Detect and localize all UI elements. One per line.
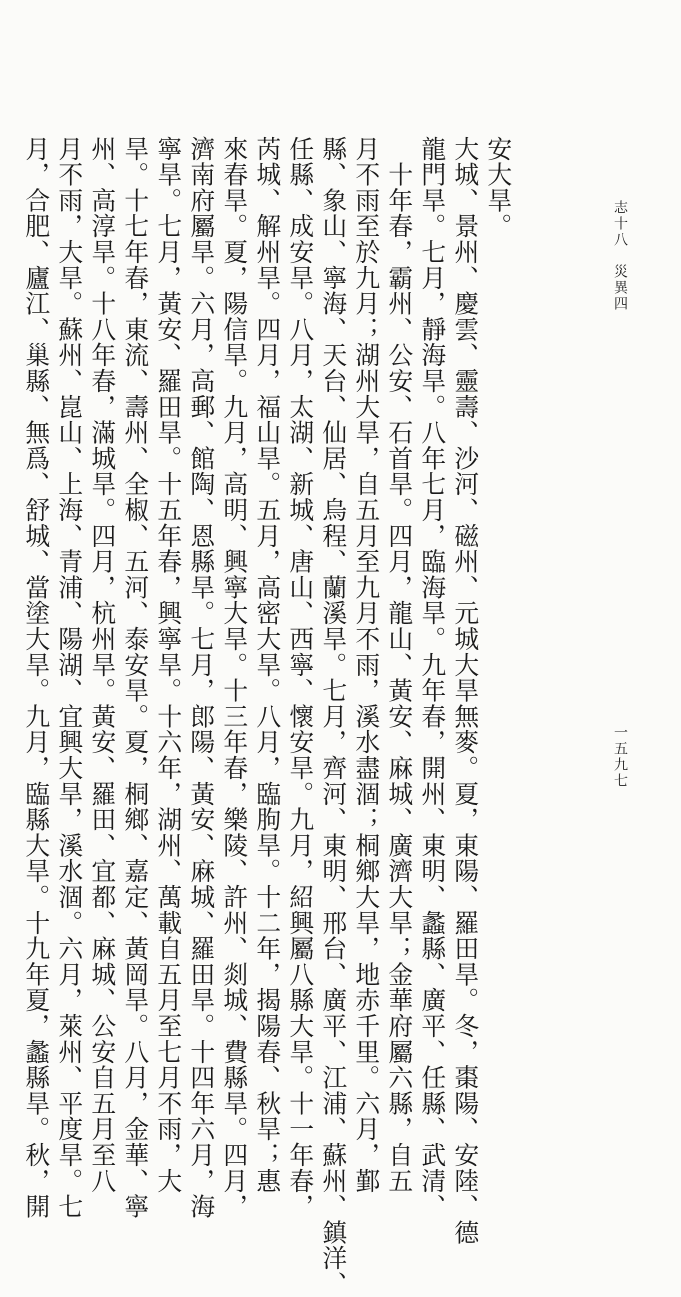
text-column-2: 大城、景州、慶雲、靈壽、沙河、磁州、元城大旱無麥。夏，東陽、羅田旱。冬，棗陽、安陸、德 bbox=[450, 136, 480, 1246]
text-column-8: 芮城、解州旱。四月，福山旱。五月，高密大旱。八月，臨朐旱。十二年，揭陽春、秋旱；惠 bbox=[252, 136, 282, 1194]
text-column-12: 旱。十七年春，東流、壽州、全椒、五河、泰安旱。夏，桐鄉、嘉定、黃岡旱。八月，金華、寧 bbox=[120, 136, 150, 1220]
text-column-6: 縣、象山、寧海、天台、仙居、烏程、蘭溪旱。七月，齊河、東明、邢台、廣平、江浦、蘇州、鎮洋、 bbox=[318, 136, 348, 1297]
margin-section: 災異四 bbox=[612, 264, 628, 312]
text-column-14: 月不雨，大旱。蘇州、崑山、上海、青浦、陽湖、宜興大旱，溪水涸。六月，萊州、平度旱。七 bbox=[54, 136, 84, 1220]
text-column-9: 來春旱。夏，陽信旱。九月，高明、興寧大旱。十三年春，樂陵、許州、剡城、費縣旱。四月， bbox=[219, 136, 249, 1220]
text-column-3: 龍門旱。七月，靜海旱。八年七月，臨海旱。九年春，開州、東明、蠡縣、廣平、任縣、武清、 bbox=[417, 136, 447, 1220]
text-column-15: 月，合肥、廬江、巢縣、無爲、舒城、當塗大旱。九月，臨縣大旱。十九年夏，蠡縣旱。秋，開 bbox=[21, 136, 51, 1220]
margin-chapter: 志十八 bbox=[612, 200, 628, 248]
text-column-13: 州、高淳旱。十八年春，滿城旱。四月，杭州旱。黃安、羅田、宜都、麻城、公安自五月至八 bbox=[87, 136, 117, 1194]
text-column-10: 濟南府屬旱。六月，高郵、館陶、恩縣旱。七月，郎陽、黃安、麻城、羅田旱。十四年六月，海 bbox=[186, 136, 216, 1220]
margin-page-number: 一五九七 bbox=[612, 725, 628, 789]
text-column-5: 月不雨至於九月；湖州大旱，自五月至九月不雨，溪水盡涸；桐鄉大旱，地赤千里。六月，鄞 bbox=[351, 136, 381, 1194]
text-column-1: 安大旱。 bbox=[483, 136, 513, 240]
text-column-11: 寧旱。七月，黃安、羅田旱。十五年春，興寧旱。十六年，湖州、萬載自五月至七月不雨，大 bbox=[153, 136, 183, 1194]
text-column-4: 十年春，霸州、公安、石首旱。四月，龍山、黃安、麻城、廣濟大旱；金華府屬六縣，自五 bbox=[384, 136, 414, 1194]
text-column-7: 任縣、成安旱。八月，太湖、新城、唐山、西寧、懷安旱。九月，紹興屬八縣大旱。十一年春， bbox=[285, 136, 315, 1220]
